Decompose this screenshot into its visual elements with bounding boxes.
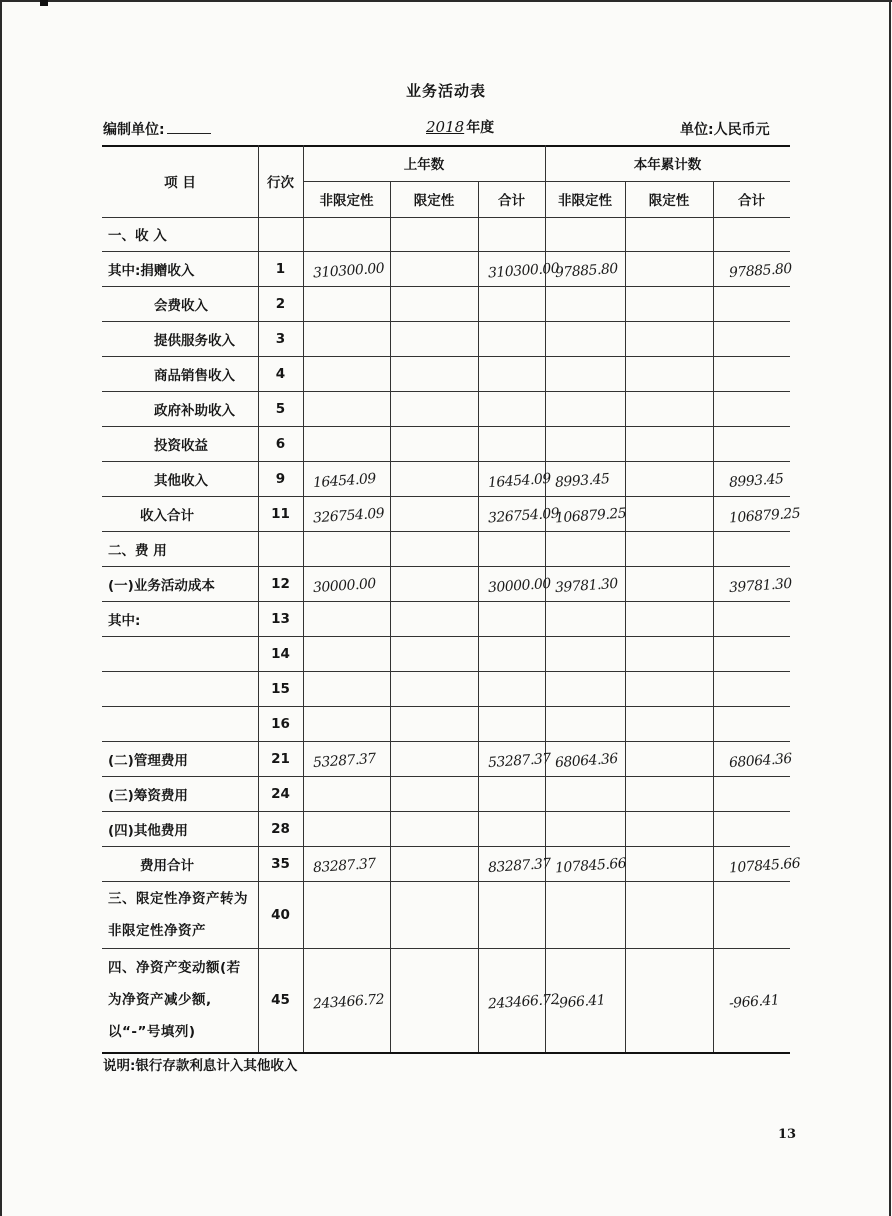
- handwritten-amount: 16454.09: [487, 470, 552, 491]
- row-item-label: 投资收益: [154, 437, 208, 454]
- handwritten-amount: 310300.00: [487, 260, 560, 281]
- row-item-label: [108, 671, 254, 706]
- header-unrestricted: 非限定性: [558, 193, 612, 209]
- handwritten-amount: 106879.25: [554, 505, 627, 526]
- handwritten-amount: 8993.45: [728, 470, 784, 491]
- header-prior-year: 上年数: [403, 157, 445, 173]
- year-suffix: 年度: [466, 120, 495, 136]
- row-line-number: 15: [271, 680, 290, 697]
- row-line-number: 12: [271, 575, 290, 592]
- row-line-number: 5: [275, 400, 286, 417]
- handwritten-amount: 83287.37: [312, 855, 377, 876]
- header-item: 项 目: [164, 175, 196, 191]
- handwritten-amount: 83287.37: [487, 855, 552, 876]
- header-unrestricted: 非限定性: [319, 193, 374, 209]
- handwritten-amount: 107845.66: [554, 855, 627, 876]
- row-line-number: 4: [275, 365, 286, 382]
- column-line: [390, 181, 391, 1052]
- handwritten-amount: 326754.09: [487, 505, 560, 526]
- row-item-label: (二)管理费用: [108, 752, 188, 769]
- row-item-label: 其中:: [108, 612, 141, 629]
- handwritten-amount: 68064.36: [554, 750, 619, 771]
- row-line-number: 11: [271, 505, 290, 522]
- column-line: [478, 181, 479, 1052]
- row-line-number: 1: [275, 260, 286, 277]
- row-item-label: 其他收入: [154, 472, 208, 489]
- row-item-label: 会费收入: [154, 297, 208, 314]
- column-line: [303, 145, 304, 1052]
- row-item-label: [108, 636, 254, 671]
- handwritten-amount: 243466.72: [487, 991, 560, 1013]
- handwritten-amount: 106879.25: [728, 505, 801, 526]
- handwritten-amount: 16454.09: [312, 470, 377, 491]
- handwritten-amount: 97885.80: [728, 260, 793, 281]
- column-line: [625, 181, 626, 1052]
- row-line-number: 45: [271, 992, 290, 1008]
- row-item-label: 费用合计: [140, 857, 194, 874]
- row-item-label: (一)业务活动成本: [108, 577, 215, 594]
- row-item-label: 三、限定性净资产转为非限定性净资产: [108, 890, 248, 939]
- handwritten-amount: 30000.00: [312, 575, 377, 596]
- handwritten-amount: 53287.37: [487, 750, 552, 771]
- row-item-label: 商品销售收入: [154, 367, 235, 384]
- handwritten-amount: 310300.00: [312, 260, 385, 281]
- row-item-label: 提供服务收入: [154, 332, 235, 349]
- handwritten-amount: 97885.80: [554, 260, 619, 281]
- row-line-number: 14: [271, 645, 290, 662]
- row-line-number: [258, 217, 303, 251]
- footnote: 说明:银行存款利息计入其他收入: [103, 1058, 298, 1074]
- handwritten-amount: 243466.72: [312, 991, 385, 1013]
- column-line: [713, 181, 714, 1052]
- row-line-number: 40: [271, 906, 290, 923]
- year-handwritten: 2018: [426, 118, 465, 136]
- column-line: [545, 145, 546, 1052]
- row-item-label: (三)筹资费用: [108, 787, 188, 804]
- row-item-label: [108, 706, 254, 741]
- preparer-unit-label: 编制单位:: [103, 122, 165, 138]
- currency-unit: 单位:人民币元: [680, 122, 770, 138]
- report-title: 业务活动表: [405, 82, 486, 100]
- handwritten-amount: 8993.45: [554, 470, 610, 491]
- handwritten-amount: 39781.30: [554, 575, 619, 596]
- row-line-number: 28: [271, 820, 290, 837]
- row-item-label: 二、费 用: [108, 542, 167, 559]
- row-line-number: 9: [275, 470, 286, 487]
- page-number: 13: [778, 1127, 797, 1142]
- row-line-number: 21: [271, 750, 290, 767]
- handwritten-amount: -966.41: [554, 992, 606, 1012]
- row-item-label: (四)其他费用: [108, 822, 188, 839]
- header-total: 合计: [498, 193, 525, 209]
- row-line-number: 24: [271, 785, 290, 802]
- row-line-number: 3: [275, 330, 286, 347]
- header-restricted: 限定性: [648, 193, 690, 209]
- row-item-label: 收入合计: [140, 507, 194, 524]
- handwritten-amount: 30000.00: [487, 575, 552, 596]
- handwritten-amount: 39781.30: [728, 575, 793, 596]
- handwritten-amount: 53287.37: [312, 750, 377, 771]
- row-line-number: 13: [271, 610, 290, 627]
- row-item-label: 其中:捐赠收入: [108, 262, 195, 279]
- header-total: 合计: [738, 193, 765, 209]
- handwritten-amount: -966.41: [728, 992, 780, 1012]
- row-item-label: 四、净资产变动额(若为净资产减少额,以“-”号填列): [108, 960, 241, 1040]
- header-line-number: 行次: [267, 175, 294, 191]
- row-item-label: 政府补助收入: [154, 402, 235, 419]
- row-line-number: [258, 531, 303, 566]
- row-line-number: 16: [271, 715, 290, 732]
- row-line-number: 35: [271, 855, 290, 872]
- row-item-label: 一、收 入: [108, 228, 167, 244]
- row-line-number: 2: [275, 295, 286, 312]
- handwritten-amount: 107845.66: [728, 855, 801, 876]
- handwritten-amount: 68064.36: [728, 750, 793, 771]
- row-line-number: 6: [275, 435, 286, 452]
- header-restricted: 限定性: [413, 193, 455, 209]
- header-current-cumulative: 本年累计数: [633, 157, 702, 173]
- handwritten-amount: 326754.09: [312, 505, 385, 526]
